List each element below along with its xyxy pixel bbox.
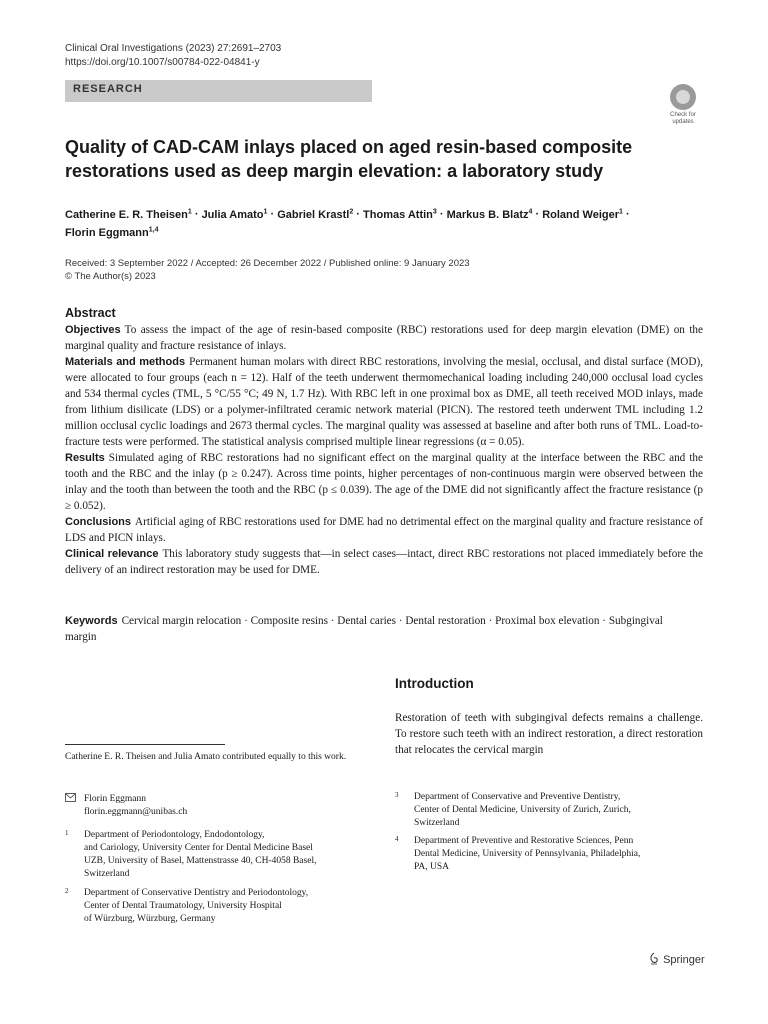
springer-logo-icon — [648, 952, 660, 968]
journal-citation: Clinical Oral Investigations (2023) 27:2691–2703 — [65, 43, 282, 54]
corresponding-author — [65, 793, 375, 819]
author[interactable]: Julia Amato$^1$ — [201, 208, 268, 221]
affiliation-4: 4 Department of Preventive and Restorative Sciences, Penn Dental Medicine, University of Pennsylvania, Philadelphia, PA, USA — [395, 835, 641, 872]
title-line-1: Quality of CAD-CAM inlays placed on aged resin-based composite — [65, 137, 633, 157]
abstract — [65, 305, 703, 578]
affiliation-3: 3 Department of Conservative and Preventive Dentistry, Center of Dental Medicine, University of Zurich, Zurich, Switzerland — [395, 791, 631, 828]
publisher-footer — [648, 952, 705, 968]
check-for-updates-badge[interactable] — [664, 84, 702, 126]
abstract-objectives: Objectives To assess the impact of the age of resin-based composite (RBC) restorations used for deep margin elevation (DME) on the marginal quality and fracture resistance of inlays. — [65, 324, 703, 352]
abstract-clinical-relevance: Clinical relevance This laboratory study suggests that—in select cases—intact, direct RBC restorations not placed immediately before the delivery of an indirect restoration may be used for DME. — [65, 548, 703, 576]
abstract-results: Results Simulated aging of RBC restorations had no significant effect on the marginal quality at the interface between the RBC and the tooth and the RBC and the inlay (p ≥ 0.247). Across time points, higher percentages of non-continuous margin were observed between the inlay and the tooth than between the tooth and the RBC (p ≤ 0.039). The age of the DME did not significantly affect the fracture resistance (p ≥ 0.052). — [65, 452, 703, 512]
publication-dates — [65, 257, 470, 283]
title-line-2: restorations used as deep margin elevation: a laboratory study — [65, 161, 604, 181]
affiliation-2: 2 Department of Conservative Dentistry and Periodontology, Center of Dental Traumatology, University Hospital of Würzburg, Würzburg, Germany — [65, 887, 309, 924]
history-dates: Received: 3 September 2022 / Accepted: 26 December 2022 / Published online: 9 January 2023 — [65, 258, 470, 269]
contact-name: Florin Eggmann — [84, 794, 147, 804]
section-banner — [65, 80, 372, 102]
badge-text-line2: updates — [672, 119, 694, 125]
badge-text-line1: Check for — [670, 112, 696, 118]
copyright: © The Author(s) 2023 — [65, 271, 156, 282]
journal-header — [65, 42, 281, 70]
doi-link[interactable]: https://doi.org/10.1007/s00784-022-04841-y — [65, 57, 260, 68]
keywords — [65, 613, 695, 645]
author[interactable]: Florin Eggmann$^{1,4}$ — [65, 226, 159, 240]
equal-contribution-note: Catherine E. R. Theisen and Julia Amato contributed equally to this work. — [65, 752, 347, 762]
author[interactable]: Roland Weiger$^1$ — [542, 208, 623, 221]
keywords-text: Cervical margin relocation · Composite resins · Dental caries · Dental restoration · Proximal box elevation · Subgingival margin — [65, 615, 663, 643]
article-title — [65, 135, 705, 183]
introduction-heading: Introduction — [395, 676, 474, 691]
author[interactable]: Thomas Attin$^3$ — [363, 208, 437, 221]
envelope-icon — [65, 793, 76, 807]
author[interactable]: Catherine E. R. Theisen$^1$ — [65, 208, 192, 221]
publisher-name: Springer — [663, 954, 705, 966]
check-for-updates-icon — [670, 84, 696, 110]
affiliation-1: 1 Department of Periodontology, Endodontology, and Cariology, University Center for Dental Medicine Basel UZB, University of Basel, Mattenstrasse 40, CH-4058 Basel, Switzerland — [65, 829, 317, 879]
keywords-label: Keywords — [65, 615, 118, 627]
abstract-conclusions: Conclusions Artificial aging of RBC restorations used for DME had no detrimental effect on the marginal quality and fracture resistance of LDS and PICN inlays. — [65, 516, 703, 544]
section-label: RESEARCH — [73, 83, 143, 95]
footnote-divider — [65, 744, 225, 745]
contact-email[interactable]: florin.eggmann@unibas.ch — [84, 807, 188, 817]
abstract-methods: Materials and methods Permanent human molars with direct RBC restorations, involving the mesial, occlusal, and distal surface (MOD), were allocated to four groups (each n = 12). Half of the teeth underwent thermomechanical loading including 240,000 occlusal load cycles and 534 thermal cycles (TML, 5 °C/55 °C; 49 N, 1.7 Hz). With RBC left in one proximal box as DME, all teeth received MOD inlays, made from lithium disilicate (LDS) or a polymer-infiltrated ceramic network material (PICN). The restored teeth underwent TML including 1.2 million occlusal cyclic loadings and 2673 thermal cycles. The marginal quality was assessed at baseline and after both runs of TML. Load-to-fracture tests were performed. The statistical analysis comprised multiple linear regressions (α = 0.05). — [65, 356, 703, 448]
abstract-heading: Abstract — [65, 306, 116, 320]
author[interactable]: Markus B. Blatz$^4$ — [446, 208, 533, 221]
introduction-text: Restoration of teeth with subgingival defects remains a challenge. To restore such teeth with an indirect restoration, a direct restoration that relocates the cervical margin — [395, 712, 703, 756]
author[interactable]: Gabriel Krastl$^2$ — [277, 208, 354, 221]
author-list: Catherine E. R. Theisen$^1$ · Julia Amato$^1$ · Gabriel Krastl$^2$ · Thomas Attin$^3$ · Markus B. Blatz$^4$ · Roland Weiger$^1$ · Florin Eggmann$^{1,4}$ — [65, 208, 630, 240]
